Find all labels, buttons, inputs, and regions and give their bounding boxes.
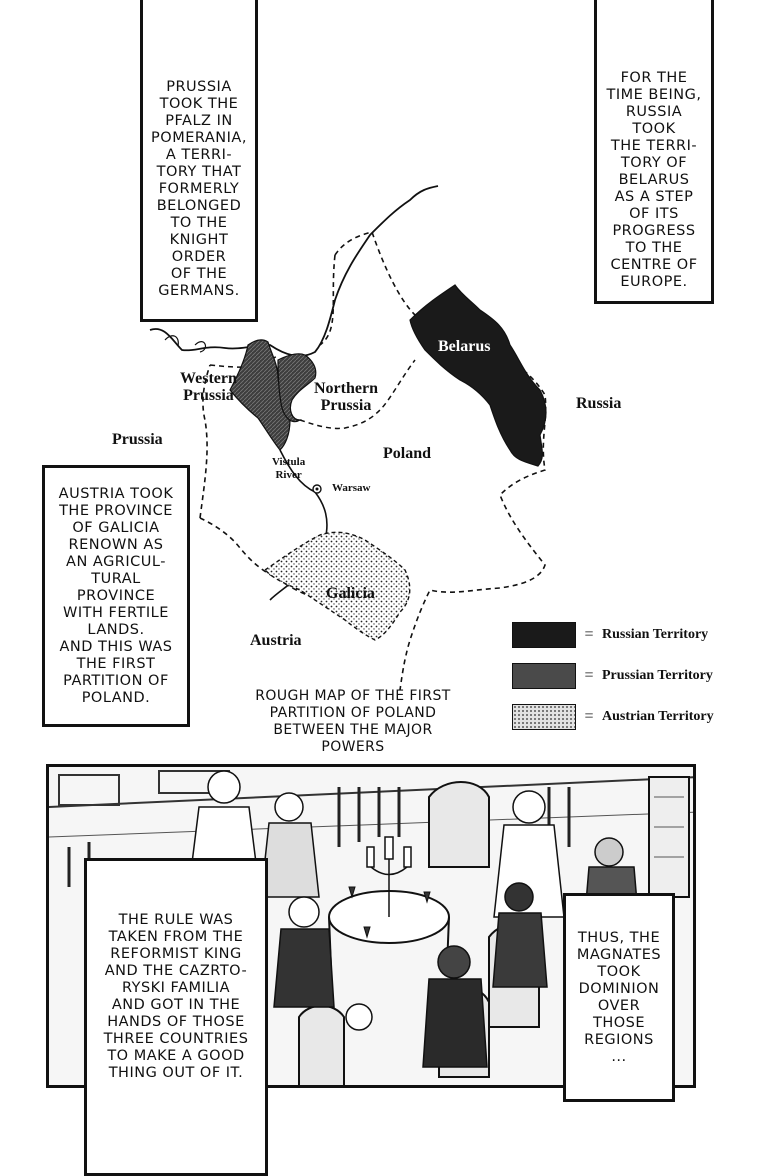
label-russia: Russia: [576, 395, 622, 412]
legend-swatch-prussian: [512, 663, 576, 689]
label-northern-prussia: Northern Prussia: [314, 380, 378, 414]
legend-label: Austrian Territory: [602, 709, 714, 724]
legend-equals: =: [584, 667, 594, 684]
caption-text: THE RULE WAS TAKEN FROM THE REFORMIST KING AND THE CAZRTO- RYSKI FAMILIA AND GOT IN THE HANDS OF THOSE THREE COUNTRIES TO MAKE A GOOD THING OUT OF IT.: [103, 912, 249, 1081]
label-belarus: Belarus: [438, 338, 491, 355]
legend-equals: =: [584, 626, 594, 643]
caption-rule-taken: [84, 858, 268, 1176]
legend-swatch-austrian: [512, 704, 576, 730]
legend-equals: =: [584, 708, 594, 725]
caption-text: FOR THE TIME BEING, RUSSIA TOOK THE TERRI- TORY OF BELARUS AS A STEP OF ITS PROGRESS TO THE CENTRE OF EUROPE.: [606, 69, 702, 290]
label-western-prussia: Western Prussia: [180, 370, 237, 404]
caption-magnates: [563, 893, 675, 1102]
map-caption: ROUGH MAP OF THE FIRST PARTITION OF POLAND BETWEEN THE MAJOR POWERS: [255, 688, 451, 755]
legend-austrian: [512, 703, 714, 731]
label-prussia: Prussia: [112, 431, 163, 448]
label-poland: Poland: [383, 445, 432, 462]
caption-text: THUS, THE MAGNATES TOOK DOMINION OVER THOSE REGIONS ...: [576, 929, 662, 1065]
caption-austria-galicia: [42, 465, 190, 727]
label-galicia: Galicia: [326, 585, 375, 602]
caption-text: AUSTRIA TOOK THE PROVINCE OF GALICIA RENOWN AS AN AGRICUL- TURAL PROVINCE WITH FERTILE LANDS. AND THIS WAS THE FIRST PARTITION OF POLAND.: [58, 485, 174, 706]
northern-prussia-region: [278, 354, 316, 422]
legend-prussian: [512, 662, 713, 690]
caption-text: PRUSSIA TOOK THE PFALZ IN POMERANIA, A TERRI- TORY THAT FORMERLY BELONGED TO THE KNIGHT ORDER OF THE GERMANS.: [151, 78, 247, 299]
label-vistula-river: Vistula River: [272, 456, 306, 481]
legend-label: Prussian Territory: [602, 668, 713, 683]
belarus-region: [410, 285, 546, 466]
legend-swatch-russian: [512, 622, 576, 648]
label-austria: Austria: [250, 632, 302, 649]
baltic-coastline: [150, 186, 438, 356]
legend-label: Russian Territory: [602, 627, 709, 642]
label-warsaw: Warsaw: [332, 482, 371, 494]
legend-russian: [512, 621, 708, 649]
